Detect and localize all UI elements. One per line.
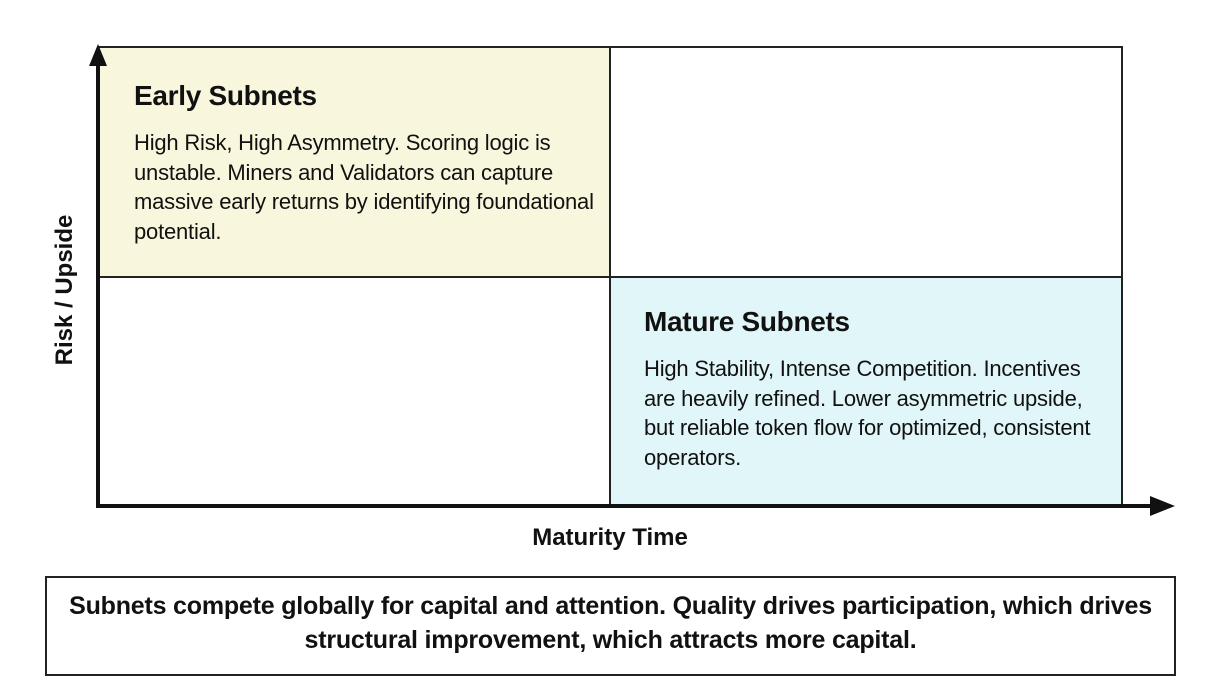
x-axis-label: Maturity Time [532, 524, 688, 551]
caption-text: Subnets compete globally for capital and attention. Quality drives participation, which drives structural improvement, which attracts more capital. [69, 592, 1152, 654]
early-subnets-title: Early Subnets [134, 80, 317, 111]
mature-subnets-title: Mature Subnets [644, 306, 850, 337]
y-axis-label: Risk / Upside [51, 214, 78, 366]
mature-subnets-description: High Stability, Intense Competition. Incentives are heavily refined. Lower asymmetric upside, but reliable token flow for optimized, consistent operators. [644, 356, 1091, 470]
x-axis-arrow [1150, 496, 1175, 516]
y-axis-arrow [89, 44, 107, 66]
early-subnets-description: High Risk, High Asymmetry. Scoring logic is unstable. Miners and Validators can capture massive early returns by identifying foundational potential. [134, 130, 594, 244]
